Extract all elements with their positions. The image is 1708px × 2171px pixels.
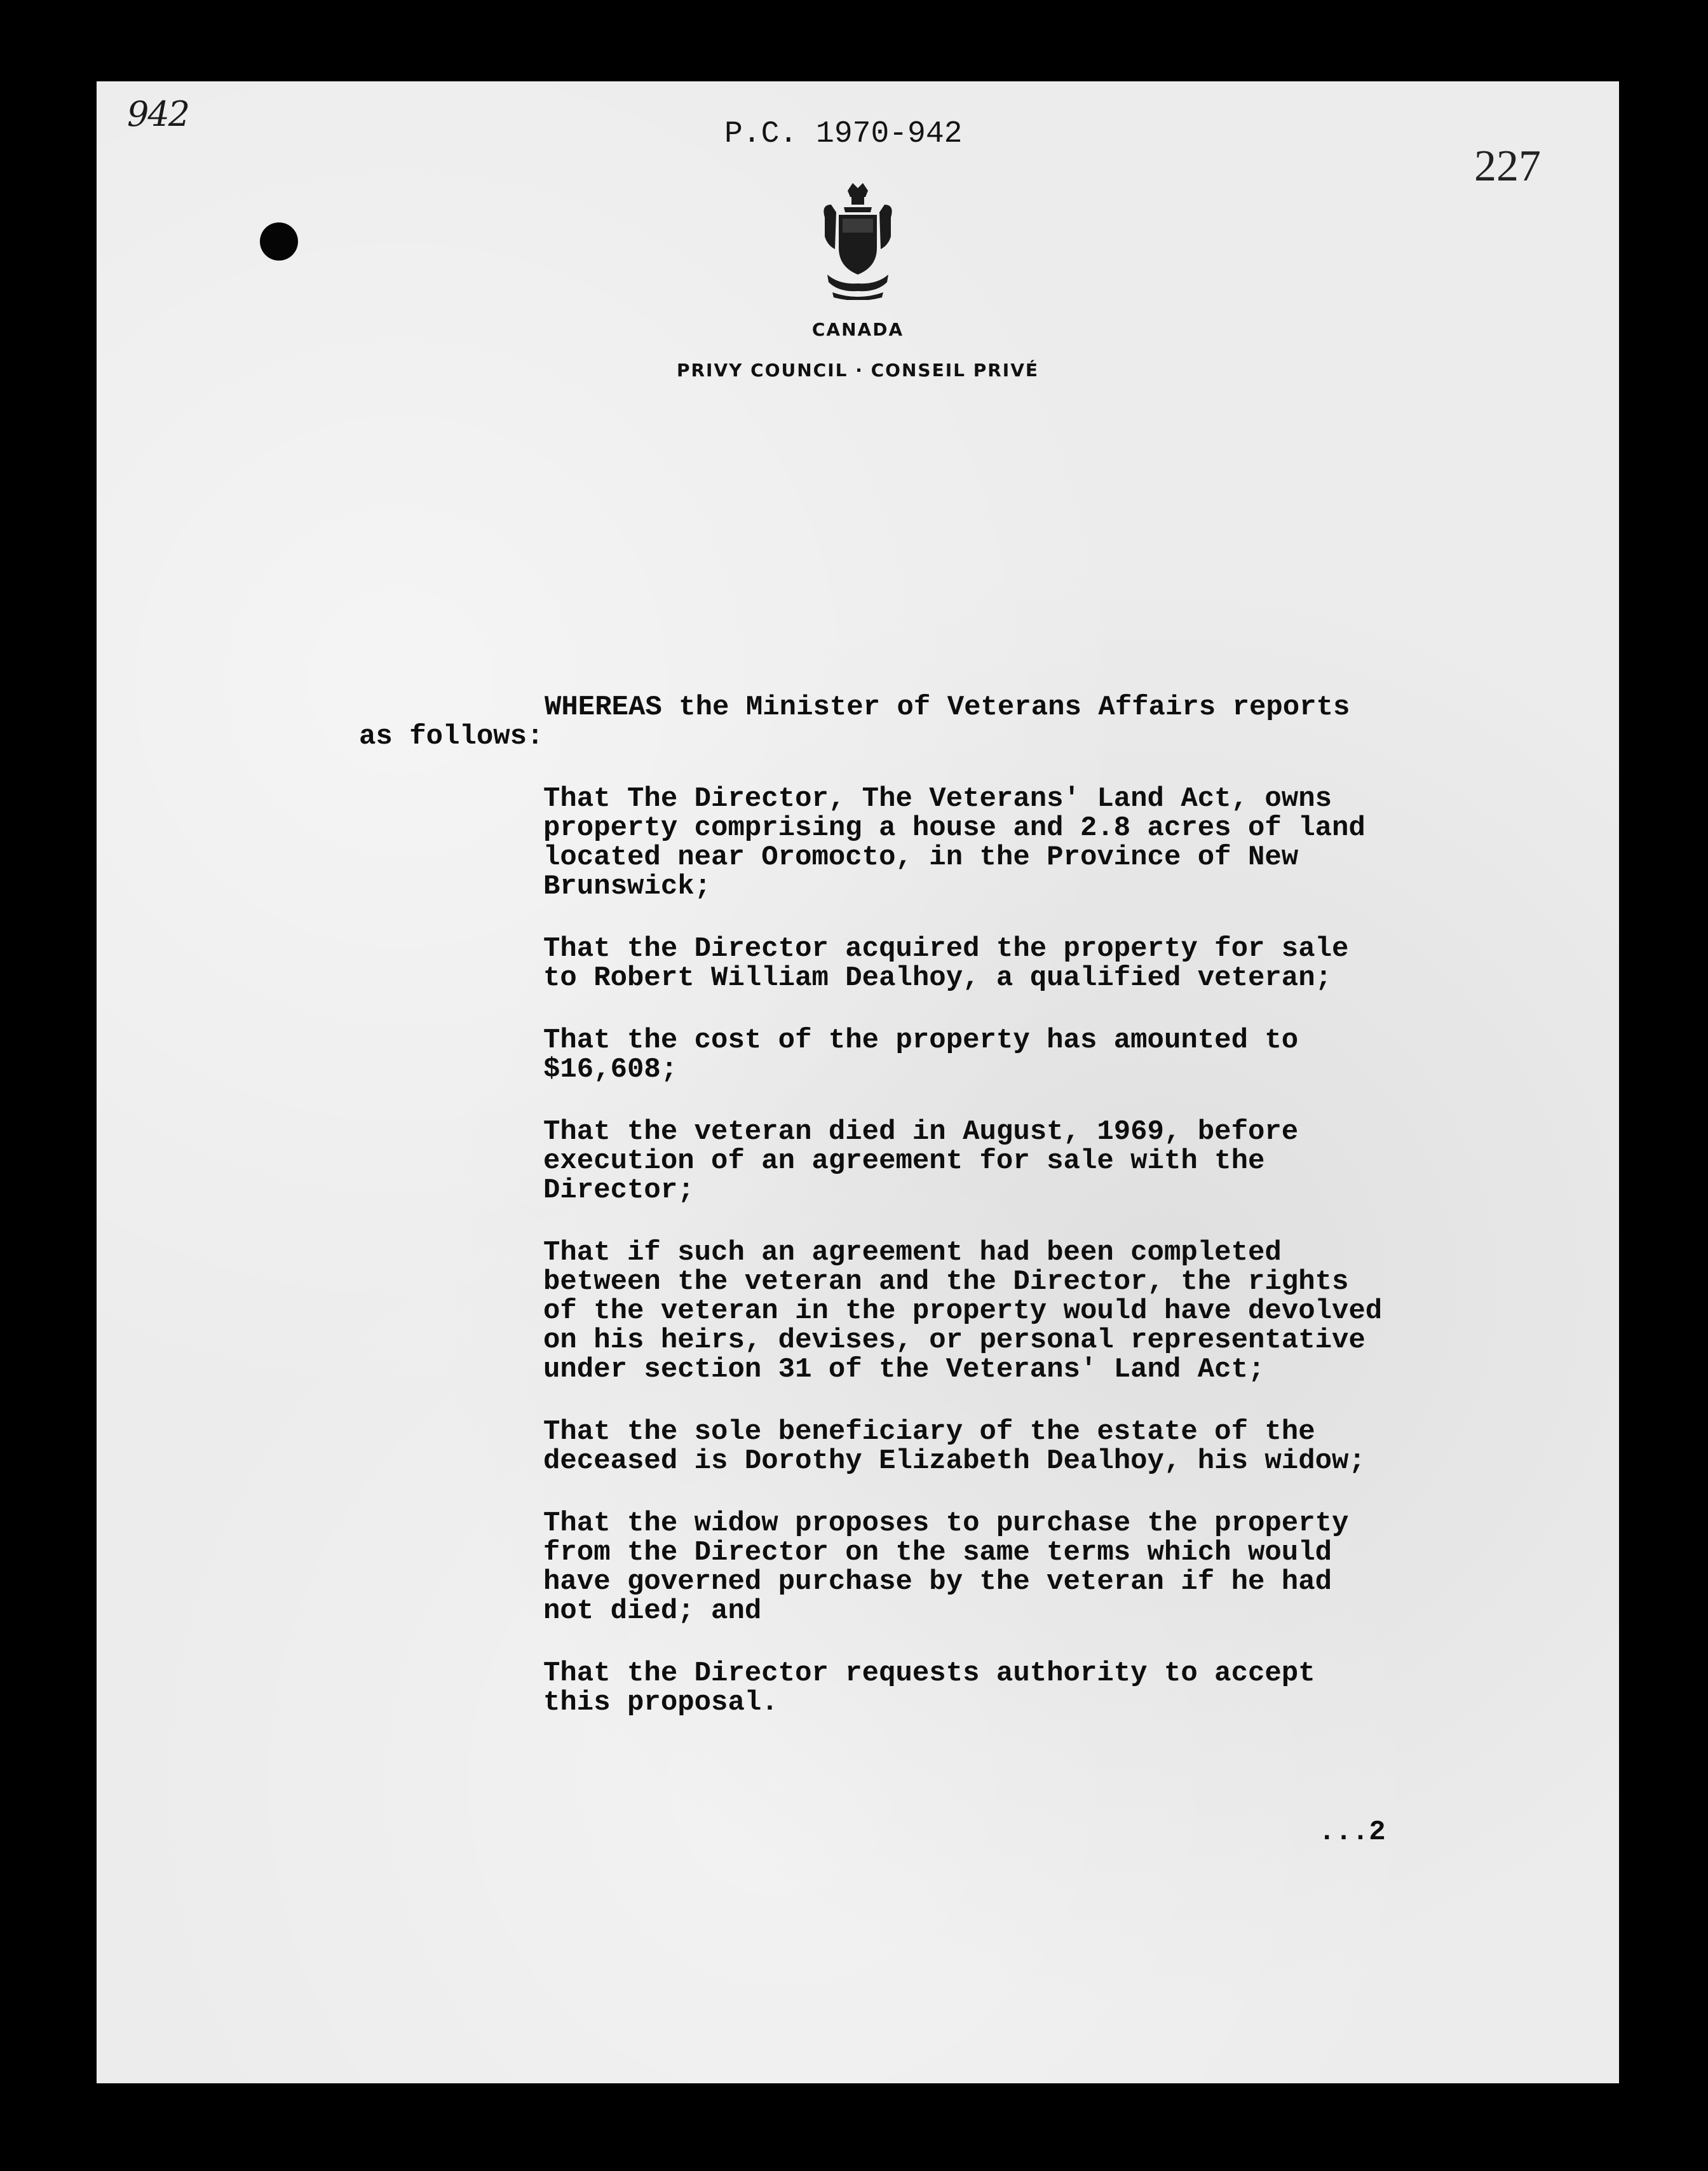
paragraph-line: Brunswick; <box>543 871 712 902</box>
preamble-line: WHEREAS the Minister of Veterans Affairs reports <box>545 691 1350 723</box>
paragraph <box>543 1026 1496 1084</box>
paragraph-line: That the sole beneficiary of the estate of the <box>543 1416 1315 1448</box>
paragraph-line: located near Oromocto, in the Province of New <box>543 841 1299 873</box>
paragraph <box>543 784 1496 901</box>
handwritten-note: 942 <box>127 94 189 134</box>
paragraph-line: That the cost of the property has amounted to <box>543 1024 1299 1056</box>
paragraph-line: between the veteran and the Director, the rights <box>543 1266 1349 1298</box>
preamble <box>359 693 1503 751</box>
paragraph-line: to Robert William Dealhoy, a qualified veteran; <box>543 962 1332 994</box>
whereas-paragraphs <box>543 784 1496 1750</box>
paragraph-line: execution of an agreement for sale with the <box>543 1145 1265 1177</box>
coat-of-arms-icon <box>813 179 902 300</box>
paragraph <box>543 1659 1496 1717</box>
paragraph-line: Director; <box>543 1174 695 1206</box>
header-country: CANADA <box>811 319 904 340</box>
paragraph <box>543 1117 1496 1205</box>
paragraph-line: on his heirs, devises, or personal representative <box>543 1324 1366 1356</box>
paragraph-line: property comprising a house and 2.8 acres of land <box>543 812 1366 844</box>
paragraph-line: That The Director, The Veterans' Land Act, owns <box>543 783 1332 815</box>
paragraph-line: deceased is Dorothy Elizabeth Dealhoy, his widow; <box>543 1445 1366 1477</box>
paragraph-line: under section 31 of the Veterans' Land Act; <box>543 1354 1265 1385</box>
paragraph-line: $16,608; <box>543 1054 678 1086</box>
paragraph <box>543 1417 1496 1476</box>
paragraph-line: this proposal. <box>543 1687 778 1718</box>
paragraph-line: That the veteran died in August, 1969, before <box>543 1116 1299 1148</box>
order-number: P.C. 1970-942 <box>724 117 963 151</box>
continuation-marker: ...2 <box>1318 1816 1386 1848</box>
page-stamp: 227 <box>1474 142 1541 191</box>
preamble-line: as follows: <box>359 721 544 752</box>
paragraph-line: have governed purchase by the veteran if he had <box>543 1566 1332 1598</box>
punch-hole <box>260 222 298 261</box>
paragraph-line: That the Director acquired the property for sale <box>543 933 1349 965</box>
paragraph <box>543 1509 1496 1626</box>
paragraph-line: from the Director on the same terms which would <box>543 1537 1332 1569</box>
paragraph-line: of the veteran in the property would have devolved <box>543 1295 1383 1327</box>
paragraph-line: That the widow proposes to purchase the property <box>543 1507 1349 1539</box>
paragraph <box>543 934 1496 993</box>
header-council: PRIVY COUNCIL · CONSEIL PRIVÉ <box>676 360 1040 381</box>
paragraph <box>543 1238 1496 1384</box>
paragraph-line: not died; and <box>543 1595 762 1627</box>
paragraph-line: That the Director requests authority to accept <box>543 1657 1315 1689</box>
paragraph-line: That if such an agreement had been completed <box>543 1237 1282 1269</box>
